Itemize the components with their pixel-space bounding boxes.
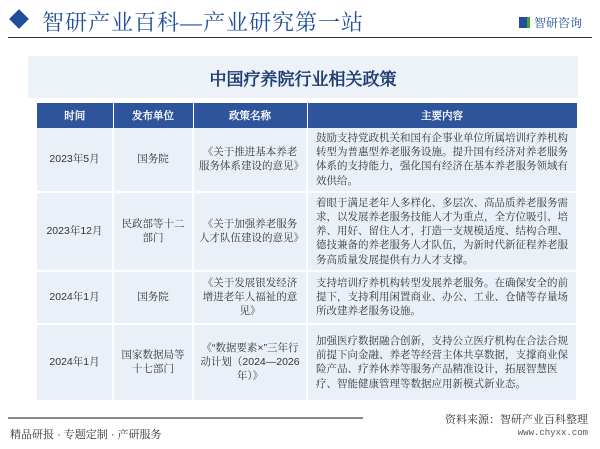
footer-tagline: 精品研报 · 专题定制 · 产研服务 [10, 429, 162, 441]
table-row [37, 271, 577, 324]
footer-divider [8, 417, 363, 419]
table-row [37, 192, 577, 271]
header-divider [8, 37, 592, 38]
brand-logo [519, 14, 582, 31]
cell-publisher: 民政部等十二部门 [113, 192, 193, 271]
column-header-publisher: 发布单位 [113, 103, 193, 128]
cell-time: 2023年12月 [37, 192, 113, 271]
source-note: 资料来源：智研产业百科整理 [445, 414, 588, 426]
cell-publisher: 国务院 [113, 271, 193, 324]
cell-policy: 《关于发展银发经济增进老年人福祉的意见》 [193, 271, 307, 324]
cell-content: 支持培训疗养机构转型发展养老服务。在确保安全的前提下，支持利用闲置商业、办公、工业、仓储等存量场所改建养老服务设施。 [307, 271, 577, 324]
cell-policy: 《关于推进基本养老服务体系建设的意见》 [193, 128, 307, 192]
cell-content: 加强医疗数据融合创新，支持公立医疗机构在合法合规前提下向金融、养老等经营主体共享数据，支撑商业保险产品、疗养休养等服务产品精准设计，拓展智慧医疗、智能健康管理等数据应用新模式新业态。 [307, 324, 577, 401]
policy-table [37, 103, 578, 402]
header-title: 智研产业百科—产业研究第一站 [42, 10, 365, 35]
cell-publisher: 国家数据局等十七部门 [113, 324, 193, 401]
page-title: 中国疗养院行业相关政策 [28, 56, 578, 98]
logo-text: 智研咨询 [533, 16, 582, 30]
cell-time: 2024年1月 [37, 324, 113, 401]
cell-policy: 《关于加强养老服务人才队伍建设的意见》 [193, 192, 307, 271]
column-header-content: 主要内容 [307, 103, 577, 128]
cell-content: 着眼于满足老年人多样化、多层次、高品质养老服务需求，以发展养老服务技能人才为重点，全方位吸引、培养、用好、留住人才，打造一支规模适度、结构合理、德技兼备的养老服务人才队伍，为新时代新征程养老服务高质量发展提供有力人才支撑。 [307, 192, 577, 271]
cell-publisher: 国务院 [113, 128, 193, 192]
table-row [37, 128, 577, 192]
cell-time: 2024年1月 [37, 271, 113, 324]
cell-content: 鼓励支持党政机关和国有企事业单位所属培训疗养机构转型为普惠型养老服务设施。提升国有经济对养老服务体系的支持能力，强化国有经济在基本养老服务领域有效供给。 [307, 128, 577, 192]
cell-time: 2023年5月 [37, 128, 113, 192]
logo-icon [519, 17, 530, 28]
column-header-time: 时间 [37, 103, 113, 128]
table-row [37, 324, 577, 401]
column-header-policy: 政策名称 [193, 103, 307, 128]
source-url: www.chyxx.com [517, 428, 588, 438]
diamond-icon [9, 9, 29, 29]
cell-policy: 《“数据要素×”三年行动计划（2024—2026年）》 [193, 324, 307, 401]
